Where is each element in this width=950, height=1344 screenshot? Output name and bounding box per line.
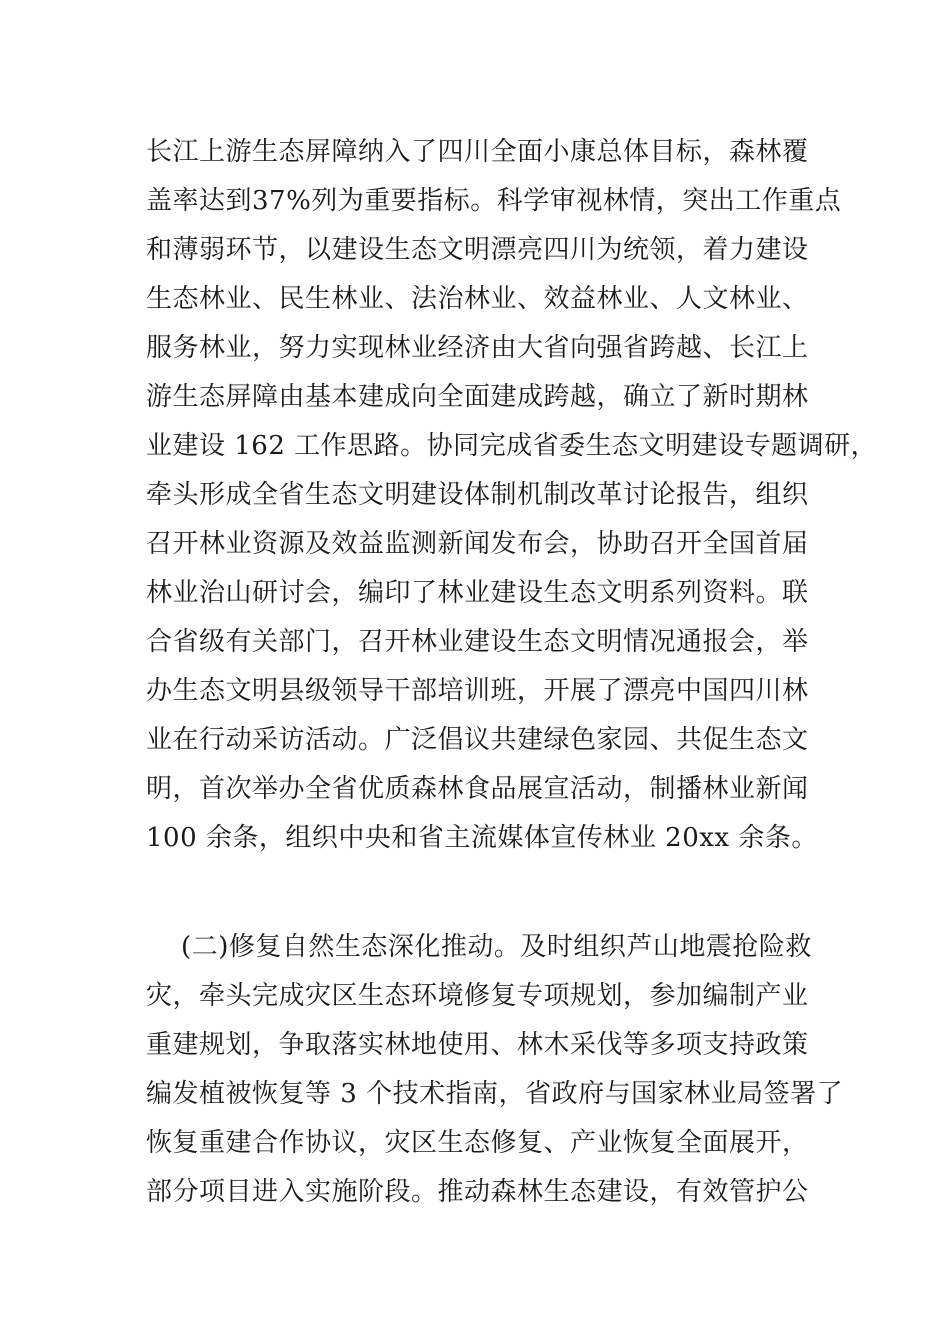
text-line: 林业治山研讨会，编印了林业建设生态文明系列资料。联 [146, 578, 809, 608]
text-line: 和薄弱环节，以建设生态文明漂亮四川为统领，着力建设 [146, 235, 809, 265]
text-line: 灾，牵头完成灾区生态环境修复专项规划，参加编制产业 [146, 981, 809, 1011]
text-line: 召开林业资源及效益监测新闻发布会，协助召开全国首届 [146, 529, 809, 559]
text-line: 合省级有关部门，召开林业建设生态文明情况通报会，举 [146, 627, 809, 657]
paragraph-restore-ecology [146, 923, 846, 1217]
text-line: 业建设 162 工作思路。协同完成省委生态文明建设专题调研， [146, 431, 878, 461]
text-line: 长江上游生态屏障纳入了四川全面小康总体目标，森林覆 [146, 137, 809, 167]
text-line: 办生态文明县级领导干部培训班，开展了漂亮中国四川林 [146, 676, 809, 706]
text-line: 编发植被恢复等 3 个技术指南，省政府与国家林业局签署了 [146, 1079, 844, 1109]
text-line: 重建规划，争取落实林地使用、林木采伐等多项支持政策 [146, 1030, 809, 1060]
text-line: 明，首次举办全省优质森林食品展宣活动，制播林业新闻 [146, 774, 809, 804]
paragraph-forestry-ecology [146, 128, 878, 863]
text-line: 游生态屏障由基本建成向全面建成跨越，确立了新时期林 [146, 382, 809, 412]
text-line: 牵头形成全省生态文明建设体制机制改革讨论报告，组织 [146, 480, 809, 510]
text-line: 业在行动采访活动。广泛倡议共建绿色家园、共促生态文 [146, 725, 809, 755]
text-line: 100 余条，组织中央和省主流媒体宣传林业 20xx 余条。 [146, 823, 818, 853]
text-line: 盖率达到37%列为重要指标。科学审视林情，突出工作重点 [146, 186, 842, 216]
text-line: 恢复重建合作协议，灾区生态修复、产业恢复全面展开， [146, 1128, 809, 1158]
text-line: (二)修复自然生态深化推动。及时组织芦山地震抢险救 [146, 932, 812, 962]
text-line: 服务林业，努力实现林业经济由大省向强省跨越、长江上 [146, 333, 809, 363]
text-line: 生态林业、民生林业、法治林业、效益林业、人文林业、 [146, 284, 809, 314]
text-line: 部分项目进入实施阶段。推动森林生态建设，有效管护公 [146, 1177, 809, 1207]
